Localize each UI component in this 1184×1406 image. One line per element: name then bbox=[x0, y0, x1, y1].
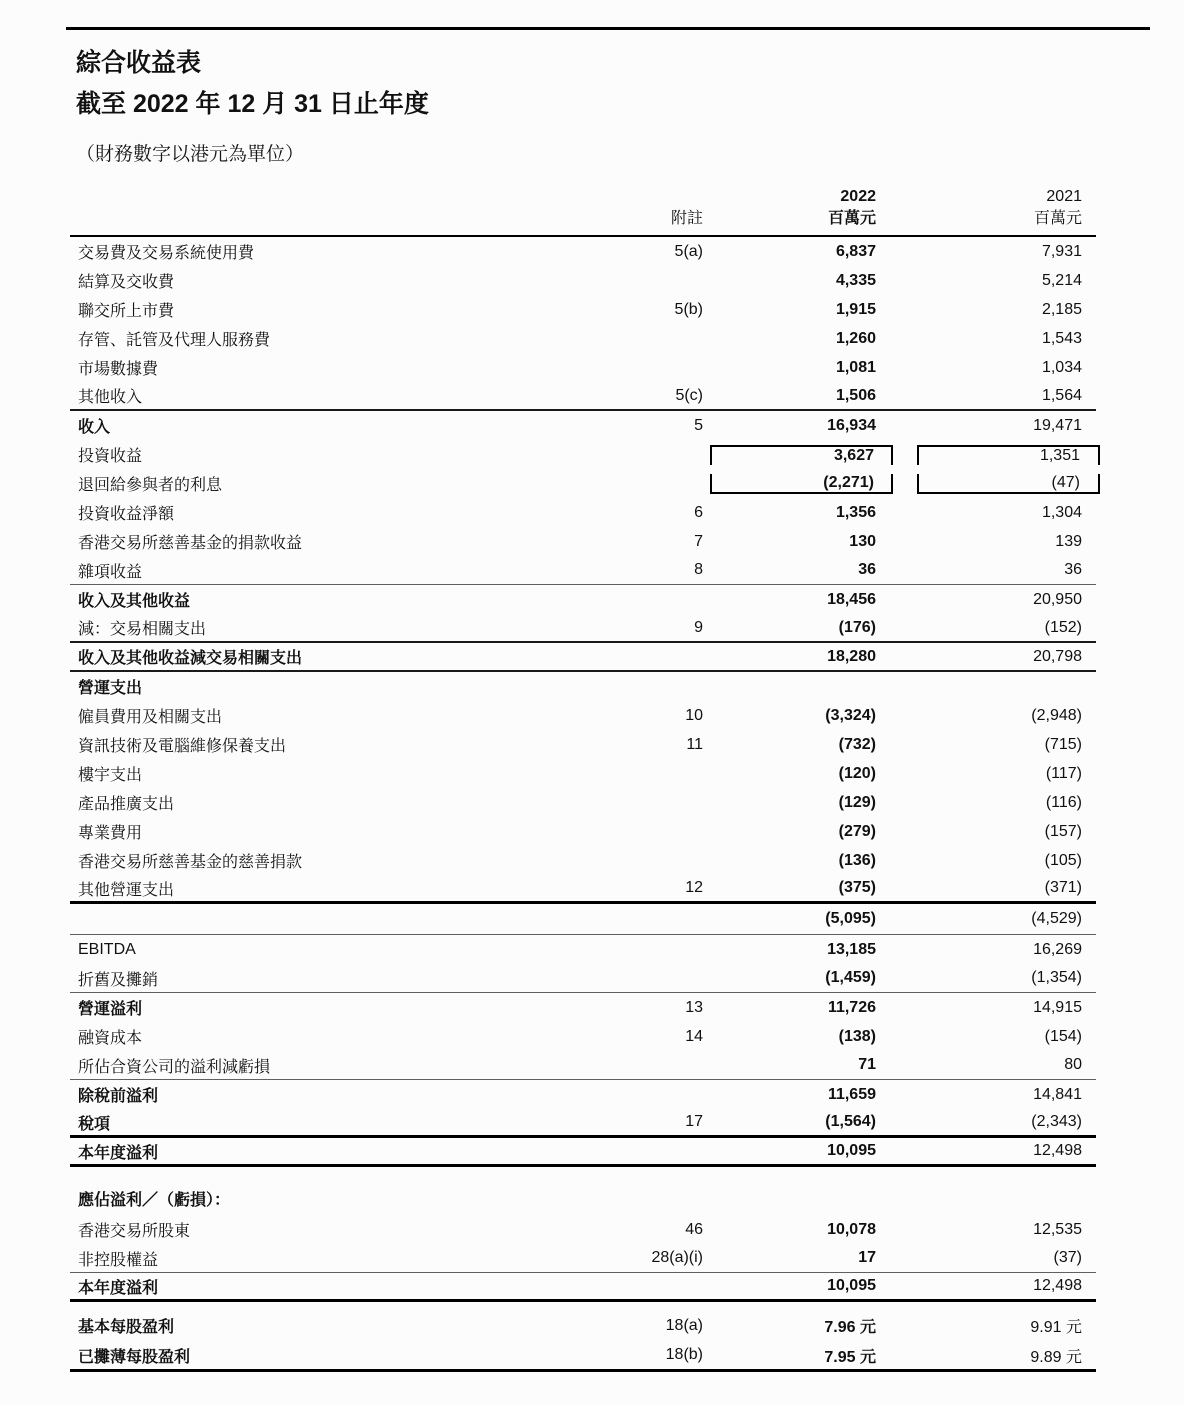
page-subtitle: 截至 2022 年 12 月 31 日止年度 bbox=[76, 90, 429, 118]
row-note: 7 bbox=[694, 532, 703, 550]
row-label: 營運支出 bbox=[78, 680, 143, 697]
row-note: 18(a) bbox=[665, 1316, 703, 1334]
row-value-2021: 19,471 bbox=[1033, 416, 1082, 434]
row-note: 18(b) bbox=[665, 1346, 703, 1363]
row-value-2021: 12,498 bbox=[1033, 1142, 1082, 1159]
row-label: 稅項 bbox=[78, 1115, 111, 1133]
row-value-2021: (37) bbox=[1053, 1249, 1082, 1266]
row-label: 應佔溢利／（虧損）： bbox=[78, 1191, 231, 1209]
row-value-2021: 1,351 bbox=[917, 445, 1100, 465]
row-note: 46 bbox=[685, 1220, 703, 1238]
row-label: 基本每股盈利 bbox=[78, 1319, 175, 1336]
column-header-2021: 2021 bbox=[1046, 188, 1082, 205]
row-label: 產品推廣支出 bbox=[78, 796, 175, 813]
page-title: 綜合收益表 bbox=[76, 49, 202, 77]
row-value-2021: 2,185 bbox=[1041, 300, 1082, 318]
row-label: 所佔合資公司的溢利減虧損 bbox=[78, 1058, 271, 1076]
row-value-2021: 9.89 元 bbox=[1030, 1348, 1082, 1366]
row-label: 香港交易所股東 bbox=[78, 1223, 191, 1240]
row-value-2022: 36 bbox=[858, 561, 876, 578]
row-label: 減：交易相關支出 bbox=[78, 621, 207, 638]
row-label: 投資收益 bbox=[78, 448, 143, 465]
row-note: 17 bbox=[685, 1113, 703, 1130]
row-label: 香港交易所慈善基金的慈善捐款 bbox=[78, 854, 303, 871]
table-row bbox=[70, 904, 1096, 935]
table-row bbox=[70, 266, 1096, 295]
row-value-2021: 16,269 bbox=[1033, 940, 1082, 958]
row-value-2021: (47) bbox=[917, 474, 1100, 494]
table-row bbox=[70, 1310, 1096, 1341]
row-label: 交易費及交易系統使用費 bbox=[78, 245, 255, 262]
table-row bbox=[70, 614, 1096, 643]
row-value-2022: 7.95 元 bbox=[824, 1348, 876, 1366]
row-value-2021: (154) bbox=[1044, 1027, 1082, 1045]
row-label: 專業費用 bbox=[78, 825, 143, 842]
table-row bbox=[70, 527, 1096, 556]
row-label: 本年度溢利 bbox=[78, 1279, 159, 1297]
row-label: 收入及其他收益 bbox=[78, 593, 191, 610]
row-note: 11 bbox=[686, 735, 703, 753]
row-note: 5(a) bbox=[674, 242, 703, 260]
row-label: 僱員費用及相關支出 bbox=[78, 709, 223, 726]
row-value-2022: (5,095) bbox=[825, 910, 876, 927]
row-value-2022: 71 bbox=[858, 1056, 876, 1073]
row-value-2021: (371) bbox=[1044, 879, 1082, 896]
row-value-2022: 13,185 bbox=[827, 940, 876, 958]
row-value-2021: (2,948) bbox=[1031, 706, 1082, 724]
column-header-unit-2021: 百萬元 bbox=[1033, 210, 1082, 227]
currency-unit-note: （財務數字以港元為單位） bbox=[76, 144, 305, 165]
row-value-2021: 1,034 bbox=[1041, 358, 1082, 376]
table-row bbox=[70, 411, 1096, 440]
row-value-2021: (117) bbox=[1045, 764, 1082, 782]
table-row bbox=[70, 1215, 1096, 1244]
table-row bbox=[70, 1341, 1096, 1372]
row-value-2021: 12,535 bbox=[1033, 1220, 1082, 1238]
table-row bbox=[70, 643, 1096, 672]
row-label: 本年度溢利 bbox=[78, 1144, 159, 1162]
column-header-unit-2022: 百萬元 bbox=[827, 210, 876, 227]
row-label: 折舊及攤銷 bbox=[78, 971, 159, 989]
row-value-2022: 11,726 bbox=[827, 998, 876, 1016]
row-value-2022: 1,260 bbox=[835, 329, 876, 347]
row-value-2022: (120) bbox=[838, 764, 876, 782]
row-label: 非控股權益 bbox=[78, 1251, 159, 1269]
row-note: 28(a)(i) bbox=[651, 1249, 703, 1266]
row-value-2022: 1,081 bbox=[835, 358, 876, 376]
row-label: 營運溢利 bbox=[78, 1001, 143, 1018]
row-value-2022: 18,456 bbox=[827, 590, 876, 608]
row-value-2022: 1,915 bbox=[835, 300, 876, 318]
row-label: EBITDA bbox=[78, 940, 136, 958]
table-row bbox=[70, 353, 1096, 382]
row-value-2022: 17 bbox=[858, 1249, 876, 1266]
row-value-2022: (129) bbox=[838, 793, 876, 811]
row-value-2021: (105) bbox=[1044, 851, 1082, 869]
row-value-2021: 1,543 bbox=[1041, 329, 1082, 347]
row-value-2021: 12,498 bbox=[1033, 1277, 1082, 1294]
table-row bbox=[70, 469, 1096, 498]
row-value-2022: 6,837 bbox=[835, 242, 876, 260]
row-value-2022: 10,095 bbox=[827, 1142, 876, 1159]
column-header-2022: 2022 bbox=[840, 188, 876, 205]
table-row bbox=[70, 817, 1096, 846]
table-row bbox=[70, 1138, 1096, 1167]
row-label: 除稅前溢利 bbox=[78, 1088, 159, 1105]
row-value-2021: 20,950 bbox=[1033, 590, 1082, 608]
row-label: 香港交易所慈善基金的捐款收益 bbox=[78, 535, 303, 552]
row-value-2022: 4,335 bbox=[835, 271, 876, 289]
row-value-2022: (176) bbox=[838, 618, 876, 636]
row-value-2021: (116) bbox=[1045, 793, 1082, 811]
row-value-2022: (375) bbox=[838, 879, 876, 896]
table-row bbox=[70, 701, 1096, 730]
row-value-2022: (279) bbox=[838, 822, 876, 840]
row-value-2022: 7.96 元 bbox=[824, 1319, 876, 1336]
section-heading-row bbox=[70, 672, 1096, 701]
row-note: 13 bbox=[685, 998, 703, 1016]
table-row bbox=[70, 585, 1096, 614]
row-value-2021: 20,798 bbox=[1033, 647, 1082, 665]
row-note: 14 bbox=[685, 1027, 703, 1045]
table-row bbox=[70, 1051, 1096, 1080]
row-value-2022: (3,324) bbox=[825, 706, 876, 724]
row-label: 市場數據費 bbox=[78, 361, 159, 378]
table-row bbox=[70, 935, 1096, 964]
row-label: 收入 bbox=[78, 419, 111, 436]
row-value-2021: 9.91 元 bbox=[1030, 1319, 1082, 1336]
table-body bbox=[70, 237, 1184, 1372]
table-row bbox=[70, 846, 1096, 875]
table-row bbox=[70, 556, 1096, 585]
row-label: 投資收益淨額 bbox=[78, 506, 175, 523]
table-row bbox=[70, 324, 1096, 353]
row-value-2022: (732) bbox=[838, 735, 876, 753]
table-row bbox=[70, 1080, 1096, 1109]
row-value-2021: (4,529) bbox=[1031, 910, 1082, 927]
row-value-2022: 11,659 bbox=[827, 1085, 876, 1103]
row-label: 存管、託管及代理人服務費 bbox=[78, 332, 271, 349]
row-value-2022: 1,356 bbox=[835, 503, 876, 521]
row-value-2022: 18,280 bbox=[827, 647, 876, 665]
row-value-2021: (2,343) bbox=[1031, 1113, 1082, 1130]
row-note: 5(b) bbox=[674, 300, 703, 318]
row-value-2022: 16,934 bbox=[827, 416, 876, 434]
row-label: 資訊技術及電腦維修保養支出 bbox=[78, 738, 287, 755]
row-note: 10 bbox=[685, 706, 703, 724]
table-row bbox=[70, 237, 1096, 266]
row-value-2021: (152) bbox=[1044, 618, 1082, 636]
table-row bbox=[70, 498, 1096, 527]
row-value-2021: 14,841 bbox=[1033, 1085, 1082, 1103]
row-value-2021: 139 bbox=[1055, 532, 1082, 550]
table-header-units bbox=[70, 206, 1096, 228]
row-value-2022: 130 bbox=[849, 532, 876, 550]
row-value-2022: 10,078 bbox=[827, 1220, 876, 1238]
table-row bbox=[70, 788, 1096, 817]
column-header-note: 附註 bbox=[670, 210, 703, 227]
row-note: 12 bbox=[685, 879, 703, 896]
table-row bbox=[70, 759, 1096, 788]
row-value-2021: 1,564 bbox=[1041, 386, 1082, 404]
row-value-2021: (157) bbox=[1044, 822, 1082, 840]
table-row bbox=[70, 440, 1096, 469]
table-row bbox=[70, 1244, 1096, 1273]
row-label: 已攤薄每股盈利 bbox=[78, 1348, 191, 1366]
table-row bbox=[70, 1109, 1096, 1138]
row-value-2022: (2,271) bbox=[710, 474, 893, 494]
row-value-2022: 3,627 bbox=[710, 445, 893, 465]
row-value-2022: (1,459) bbox=[825, 969, 876, 986]
row-value-2021: 36 bbox=[1064, 561, 1082, 578]
row-value-2021: 14,915 bbox=[1033, 998, 1082, 1016]
row-label: 融資成本 bbox=[78, 1030, 143, 1047]
row-note: 8 bbox=[694, 561, 703, 578]
table-row bbox=[70, 1273, 1096, 1302]
row-label: 樓宇支出 bbox=[78, 767, 143, 784]
row-value-2022: (138) bbox=[838, 1027, 876, 1045]
top-rule bbox=[66, 27, 1150, 30]
row-label: 結算及交收費 bbox=[78, 274, 175, 291]
row-value-2021: (715) bbox=[1044, 735, 1082, 753]
row-note: 5 bbox=[694, 416, 703, 434]
row-label: 聯交所上市費 bbox=[78, 303, 175, 320]
table-header-years bbox=[70, 184, 1096, 206]
row-value-2022: 1,506 bbox=[835, 386, 876, 404]
row-value-2021: 7,931 bbox=[1041, 242, 1082, 260]
row-value-2022: 10,095 bbox=[827, 1277, 876, 1294]
row-value-2022: (136) bbox=[838, 851, 876, 869]
title-block bbox=[76, 43, 1184, 166]
table-row bbox=[70, 993, 1096, 1022]
row-label: 其他營運支出 bbox=[78, 881, 175, 899]
income-statement-table bbox=[70, 184, 1184, 1372]
table-row bbox=[70, 964, 1096, 993]
row-note: 5(c) bbox=[675, 386, 703, 404]
row-value-2021: 1,304 bbox=[1041, 503, 1082, 521]
table-row bbox=[70, 382, 1096, 411]
row-label: 其他收入 bbox=[78, 389, 143, 406]
table-row bbox=[70, 295, 1096, 324]
row-value-2021: 80 bbox=[1064, 1056, 1082, 1073]
row-note: 6 bbox=[694, 503, 703, 521]
row-note: 9 bbox=[694, 618, 703, 636]
row-label: 退回給參與者的利息 bbox=[78, 477, 223, 494]
table-row bbox=[70, 730, 1096, 759]
row-label: 雜項收益 bbox=[78, 563, 143, 581]
table-row bbox=[70, 875, 1096, 904]
row-value-2021: 5,214 bbox=[1041, 271, 1082, 289]
row-value-2022: (1,564) bbox=[825, 1113, 876, 1130]
row-label: 收入及其他收益減交易相關支出 bbox=[78, 650, 303, 667]
section-heading-row bbox=[70, 1181, 1096, 1215]
table-row bbox=[70, 1022, 1096, 1051]
row-value-2021: (1,354) bbox=[1031, 969, 1082, 986]
